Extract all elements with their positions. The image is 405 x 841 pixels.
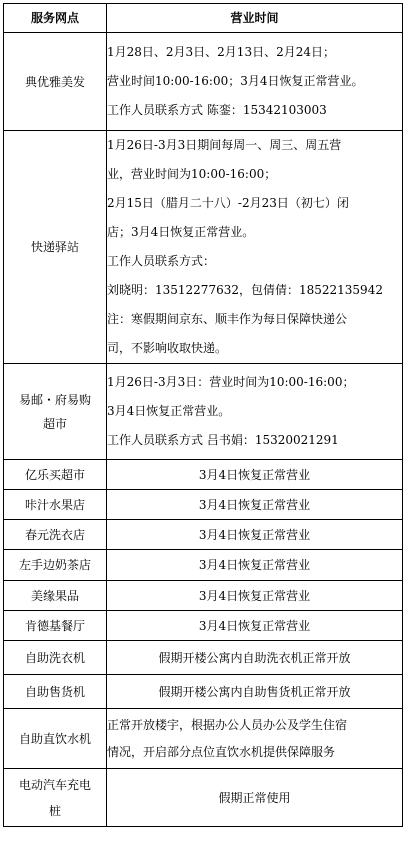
detail-line: 工作人员联系方式 陈銮：15342103003 (107, 103, 327, 117)
row-name: 左手边奶茶店 (4, 550, 107, 581)
table-row (4, 520, 403, 550)
table-row (4, 581, 403, 611)
table-row (4, 550, 403, 581)
row-name: 美缘果品 (4, 581, 107, 611)
row-name-line: 易邮・府易购 (18, 392, 91, 407)
row-detail: 3月4日恢复正常营业 (107, 581, 403, 611)
table-row (4, 33, 403, 131)
header-service-point: 服务网点 (4, 4, 107, 33)
row-name-line: 桩 (48, 803, 61, 818)
row-detail: 假期开楼公寓内自助洗衣机正常开放 (107, 641, 403, 675)
table-row (4, 490, 403, 520)
row-detail: 3月4日恢复正常营业 (107, 520, 403, 550)
row-name: 典优雅美发 (4, 33, 107, 131)
detail-line: 1月26日-3月3日：营业时间为10:00-16:00； (107, 375, 355, 389)
detail-line: 工作人员联系方式： (107, 254, 216, 268)
row-detail: 假期开楼公寓内自助售货机正常开放 (107, 675, 403, 709)
detail-line: 店；3月4日恢复正常营业。 (107, 225, 255, 239)
row-detail: 3月4日恢复正常营业 (107, 611, 403, 641)
row-detail: 3月4日恢复正常营业 (107, 460, 403, 490)
detail-line: 工作人员联系方式 吕书娟：15320021291 (107, 433, 339, 447)
row-name: 肯德基餐厅 (4, 611, 107, 641)
row-name-line: 电动汽车充电 (18, 777, 91, 792)
row-name: 咔汁水果店 (4, 490, 107, 520)
table-row (4, 709, 403, 769)
row-name: 春元洗衣店 (4, 520, 107, 550)
row-detail: 3月4日恢复正常营业 (107, 550, 403, 581)
row-name: 自助售货机 (4, 675, 107, 709)
detail-line: 业，营业时间为10:00-16:00； (107, 167, 277, 181)
row-detail (107, 709, 403, 769)
service-schedule-table (3, 3, 403, 827)
table-row (4, 769, 403, 827)
detail-line: 1月28日、2月3日、2月13日、2月24日； (107, 45, 335, 59)
row-name: 快递驿站 (4, 131, 107, 364)
detail-line: 3月4日恢复正常营业。 (107, 404, 231, 418)
table-row (4, 460, 403, 490)
row-name: 自助直饮水机 (4, 709, 107, 769)
table-row (4, 611, 403, 641)
row-name (4, 364, 107, 460)
row-name (4, 769, 107, 827)
header-business-hours: 营业时间 (107, 4, 403, 33)
detail-line: 营业时间10:00-16:00；3月4日恢复正常营业。 (107, 74, 364, 88)
row-name-line: 超市 (42, 416, 67, 431)
row-detail: 3月4日恢复正常营业 (107, 490, 403, 520)
detail-line: 1月26日-3月3日期间每周一、周三、周五营 (107, 138, 342, 152)
detail-line: 司，不影响收取快递。 (107, 341, 228, 355)
row-detail (107, 131, 403, 364)
detail-line: 2月15日（腊月二十八）-2月23日（初七）闭 (107, 196, 349, 210)
table-row (4, 641, 403, 675)
table-row (4, 131, 403, 364)
detail-line: 注：寒假期间京东、顺丰作为每日保障快递公 (107, 312, 348, 326)
row-detail: 假期正常使用 (107, 769, 403, 827)
row-detail (107, 33, 403, 131)
detail-line: 正常开放楼宇，根据办公人员办公及学生住宿 (107, 717, 348, 732)
detail-line: 刘晓明：13512277632，包倩倩：18522135942 (107, 283, 383, 297)
detail-line: 情况，开启部分点位直饮水机提供保障服务 (107, 744, 336, 759)
table-row (4, 364, 403, 460)
row-name: 自助洗衣机 (4, 641, 107, 675)
row-detail (107, 364, 403, 460)
row-name: 亿乐买超市 (4, 460, 107, 490)
table-header-row (4, 4, 403, 33)
table-row (4, 675, 403, 709)
